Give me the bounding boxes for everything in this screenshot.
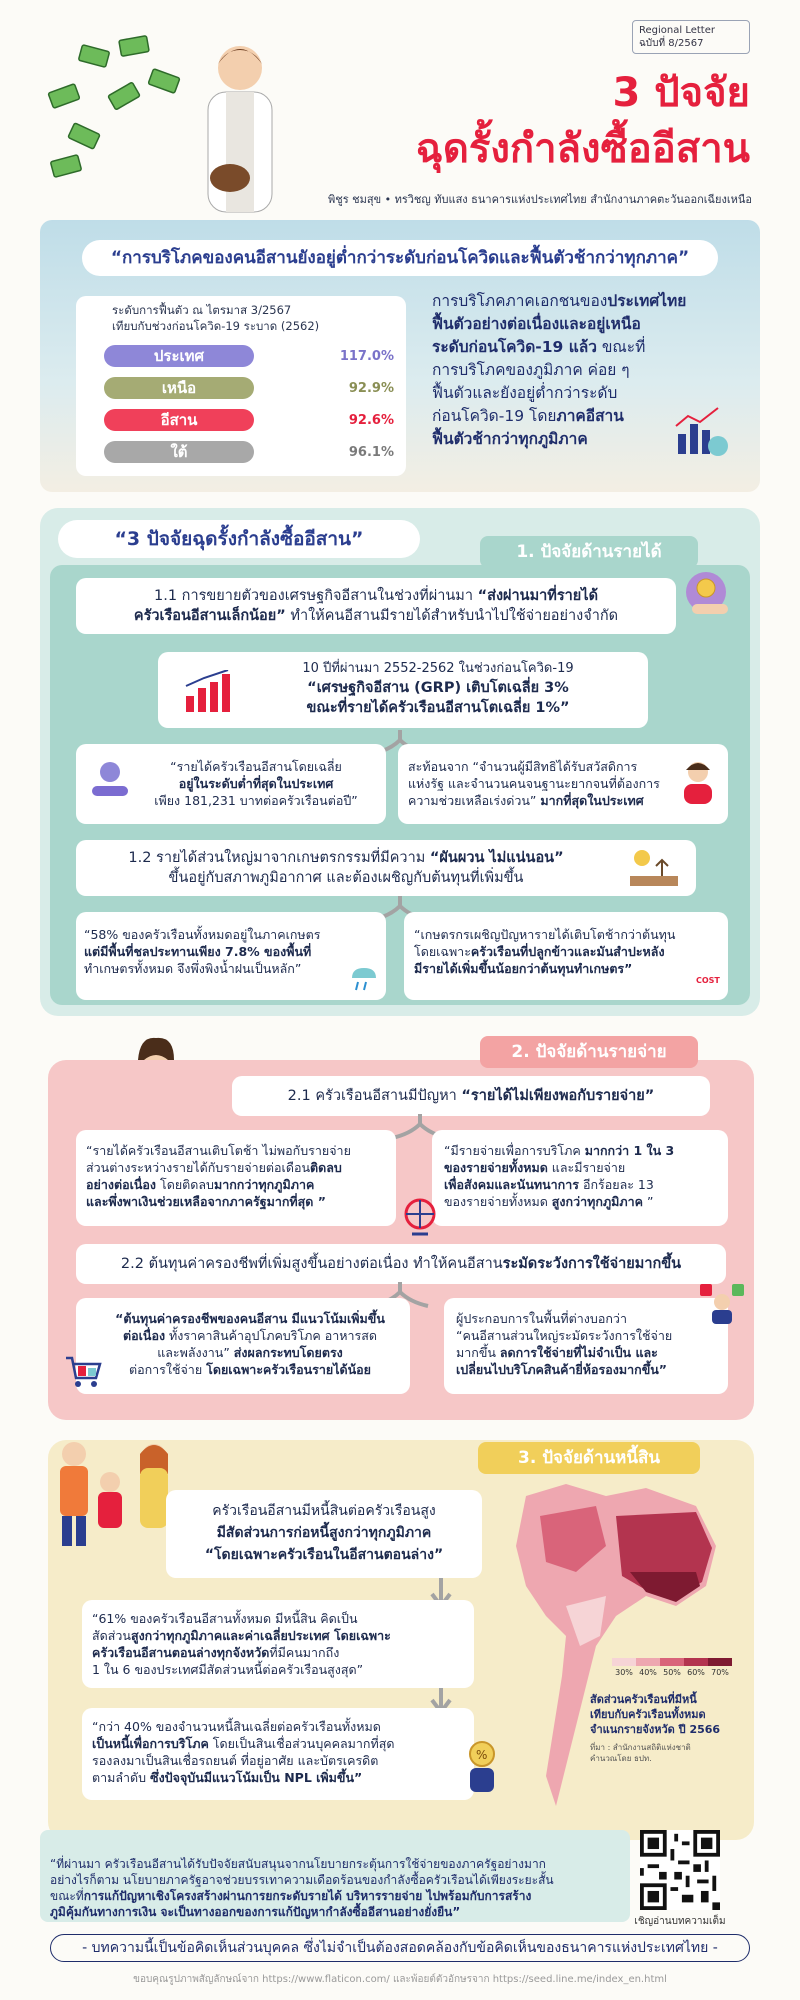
region-value: 92.9% <box>348 380 394 396</box>
expense-point-2-2 <box>76 1244 726 1284</box>
text: ” <box>643 1194 654 1209</box>
letter-issue: ฉบับที่ 8/2567 <box>639 38 704 49</box>
text: “รายได้ครัวเรือนอีสานโดยเฉลี่ย <box>170 759 342 774</box>
highlight: “ส่งผ่านมาที่รายได้ <box>477 588 598 604</box>
text: ทั้งราคาสินค้าอุปโภคบริโภค อาหารสด <box>165 1328 377 1343</box>
legend-swatch <box>612 1658 636 1666</box>
region-recovery-list <box>104 344 394 472</box>
highlight: สูงกว่าทุกภูมิภาคและค่าเฉลี่ยประเทศ โดยเฉพาะ <box>130 1628 391 1643</box>
legend-label: 30% <box>615 1668 633 1677</box>
caption-line: เทียบกับครัวเรือนทั้งหมด <box>590 1708 706 1721</box>
caption-line: จำแนกรายจังหวัด ปี 2566 <box>590 1723 721 1736</box>
text: ตามลำดับ <box>92 1770 151 1785</box>
drought-icon <box>626 846 682 890</box>
chart-analysis-icon <box>672 404 732 460</box>
stats-title-line1: ระดับการฟื้นตัว ณ ไตรมาส 3/2567 <box>112 303 292 317</box>
text: และมีรายจ่าย <box>547 1160 626 1175</box>
region-pill: อีสาน <box>104 409 254 431</box>
highlight: อยู่ในระดับต่ำที่สุดในประเทศ <box>178 776 334 791</box>
page-title-line2: ฉุดรั้งกำลังซื้ออีสาน <box>415 126 750 172</box>
region-row <box>104 376 394 400</box>
text: “61% ของครัวเรือนอีสานทั้งหมด มีหนี้สิน คิดเป็น <box>92 1611 358 1626</box>
desc-highlight: ระดับก่อนโควิด-19 แล้ว <box>432 338 597 356</box>
text: ทำเกษตรทั้งหมด จึงพึ่งพิงน้ำฝนเป็นหลัก” <box>84 961 302 976</box>
text: เพียง 181,231 บาทต่อครัวเรือนต่อปี” <box>154 793 358 808</box>
coin-hand-icon <box>682 568 738 624</box>
conclusion-quote <box>50 1856 630 1920</box>
highlight: มีสัดส่วนการก่อหนี้สูงกว่าทุกภูมิภาค <box>216 1525 432 1541</box>
text: ของรายจ่ายทั้งหมด <box>444 1194 552 1209</box>
qr-code[interactable] <box>640 1830 720 1910</box>
legend-swatch <box>684 1658 708 1666</box>
growth-chart-icon <box>184 670 234 714</box>
highlight: ครัวเรือนอีสานตอนล่างทุกจังหวัด <box>92 1645 270 1660</box>
text: “กว่า 40% ของจำนวนหนี้สินเฉลี่ยต่อครัวเรือนทั้งหมด <box>92 1719 381 1734</box>
region-pill: ประเทศ <box>104 345 254 367</box>
rain-icon <box>348 964 382 996</box>
region-value: 92.6% <box>348 412 394 428</box>
region-row <box>104 344 394 368</box>
thailand-debt-map <box>496 1476 736 1816</box>
grp-stat: “เศรษฐกิจอีสาน (GRP) เติบโตเฉลี่ย 3% <box>307 680 569 696</box>
worried-person-icon <box>678 756 718 806</box>
highlight: มีรายได้เพิ่มขึ้นน้อยกว่าต้นทุนทำเกษตร” <box>414 961 633 976</box>
stats-title-line2: เทียบกับช่วงก่อนโควิด-19 ระบาด (2562) <box>112 319 320 333</box>
tab-expense-factor: 2. ปัจจัยด้านรายจ่าย <box>480 1036 698 1068</box>
debt-summary-card <box>166 1490 482 1578</box>
highlight: เป็นหนี้เพื่อการบริโภค <box>92 1736 209 1751</box>
highlight: ส่งผลกระทบโดยตรง <box>233 1345 343 1360</box>
highlight: ติดลบ <box>310 1160 342 1175</box>
decision-person-icon <box>700 1284 746 1324</box>
income-point-1-1 <box>76 578 676 634</box>
text: โดยเป็นสินเชื่อส่วนบุคคลมากที่สุด <box>208 1736 395 1751</box>
region-pill: ใต้ <box>104 441 254 463</box>
desc-highlight: ฟื้นตัวช้ากว่าทุกภูมิภาค <box>432 430 588 448</box>
text: ทำให้คนอีสานมีรายได้สำหรับนำไปใช้จ่ายอย่างจำกัด <box>285 608 619 624</box>
highlight: “โดยเฉพาะครัวเรือนในอีสานตอนล่าง” <box>204 1547 444 1563</box>
text: สัดส่วน <box>92 1628 131 1643</box>
desc-highlight: ภาคอีสาน <box>556 407 624 425</box>
highlight: และพึ่งพาเงินช่วยเหลือจากภาครัฐมากที่สุด ” <box>86 1194 326 1209</box>
highlight: “ผันผวน ไม่แน่นอน” <box>429 850 564 866</box>
highlight: สูงกว่าทุกภูมิภาค <box>551 1194 644 1209</box>
disclaimer: - บทความนี้เป็นข้อคิดเห็นส่วนบุคคล ซึ่งไม่จำเป็นต้องสอดคล้องกับข้อคิดเห็นของธนาคารแห่งประเทศไทย - <box>50 1934 750 1962</box>
desc-highlight: ฟื้นตัวอย่างต่อเนื่องและอยู่เหนือ <box>432 315 641 333</box>
authors-line: พิชูร ชมสุข • ทรวิชญ ทับแสง ธนาคารแห่งประเทศไทย สำนักงานภาคตะวันออกเฉียงเหนือ <box>328 193 752 206</box>
text: 1 ใน 6 ของประเทศมีสัดส่วนหนี้ต่อครัวเรือนสูงสุด” <box>92 1662 364 1677</box>
living-cost-card <box>76 1298 410 1394</box>
highlight: มากที่สุดในประเทศ <box>540 793 644 808</box>
legend-label: 50% <box>663 1668 681 1677</box>
highlight: ของรายจ่ายทั้งหมด <box>444 1160 548 1175</box>
region-row <box>104 408 394 432</box>
legend-swatch <box>636 1658 660 1666</box>
income-deficit-card <box>76 1130 396 1226</box>
highlight: ครัวเรือนที่ปลูกข้าวและมันสำปะหลัง <box>470 944 665 959</box>
highlight: มากกว่า 1 ใน 3 <box>584 1143 675 1158</box>
text: 2.2 ต้นทุนค่าครองชีพที่เพิ่มสูงขึ้นอย่างต่อเนื่อง ทำให้คนอีสาน <box>120 1256 503 1272</box>
text: “มีรายจ่ายเพื่อการบริโภค <box>444 1143 585 1158</box>
highlight: แต่มีพื้นที่ชลประทานเพียง 7.8% ของพื้นที่ <box>84 944 312 959</box>
expense-point-2-1 <box>232 1076 710 1116</box>
text: “ที่ผ่านมา ครัวเรือนอีสานได้รับปัจจัยสนับสนุนจากนโยบายกระตุ้นการใช้จ่ายของภาครัฐอย่างมาก <box>50 1857 546 1871</box>
text: ครัวเรือนอีสานมีหนี้สินต่อครัวเรือนสูง <box>212 1503 436 1519</box>
money-hand-icon <box>88 758 132 802</box>
highlight: โดยเฉพาะครัวเรือนรายได้น้อย <box>206 1362 372 1377</box>
highlight: การแก้ปัญหาเชิงโครงสร้างผ่านการยกระดับรายได้ บริหารรายจ่าย ไปพร้อมกับการสร้าง <box>83 1889 532 1903</box>
page-title-line1: 3 ปัจจัย <box>612 70 750 116</box>
map-caption <box>590 1692 740 1737</box>
money-worry-illustration <box>40 28 280 218</box>
text: โดยเฉพาะ <box>414 944 471 959</box>
grp-growth-card <box>158 652 648 728</box>
desc-text: ฟื้นตัวและยังอยู่ต่ำกว่าระดับ <box>432 384 618 402</box>
ferris-wheel-icon <box>400 1196 440 1236</box>
source-line: คำนวณโดย ธปท. <box>590 1754 652 1763</box>
text: 2.1 ครัวเรือนอีสานมีปัญหา <box>287 1088 462 1104</box>
consumption-spending-card <box>432 1130 728 1226</box>
desc-highlight: ประเทศไทย <box>607 292 687 310</box>
region-value: 96.1% <box>348 444 394 460</box>
highlight: ครัวเรือนอีสานเล็กน้อย” <box>133 608 286 624</box>
text: ส่วนต่างระหว่างรายได้กับรายจ่ายต่อเดือน <box>86 1160 310 1175</box>
region-pill: เหนือ <box>104 377 254 399</box>
highlight: เพื่อสังคมและนันทนาการ <box>444 1177 579 1192</box>
desc-text: ก่อนโควิด-19 โดย <box>432 407 557 425</box>
text: สะท้อนจาก “จำนวนผู้มีสิทธิได้รับสวัสดิการ <box>408 759 638 774</box>
text: ขึ้นอยู่กับสภาพภูมิอากาศ และต้องเผชิญกับต้นทุนที่เพิ่มขึ้น <box>168 870 524 886</box>
welfare-card <box>398 744 728 824</box>
tab-debt-factor: 3. ปัจจัยด้านหนี้สิน <box>478 1442 700 1474</box>
region-value: 117.0% <box>339 348 394 364</box>
text: “เกษตรกรเผชิญปัญหารายได้เติบโตช้ากว่าต้นทุน <box>414 927 676 942</box>
highlight: ภูมิคุ้มกันทางการเงิน จะเป็นทางออกของการแก้ปัญหากำลังซื้ออีสานอย่างยั่งยืน” <box>50 1905 461 1919</box>
text: ขณะที่ <box>50 1889 84 1903</box>
debt-ratio-card <box>82 1600 474 1688</box>
text: ความช่วยเหลือเร่งด่วน” <box>408 793 541 808</box>
consumer-debt-card <box>82 1708 474 1800</box>
text: อีกร้อยละ 13 <box>578 1177 654 1192</box>
income-stat: ขณะที่รายได้ครัวเรือนอีสานโตเฉลี่ย 1%” <box>306 700 570 716</box>
recovery-stats-title <box>112 302 392 334</box>
tab-income-factor: 1. ปัจจัยด้านรายได้ <box>480 536 698 568</box>
text: ผู้ประกอบการในพื้นที่ต่างบอกว่า <box>456 1311 627 1326</box>
legend-item <box>660 1658 684 1677</box>
source-line: ที่มา : สำนักงานสถิติแห่งชาติ <box>590 1743 691 1752</box>
highlight: ระมัดระวังการใช้จ่ายมากขึ้น <box>502 1256 682 1272</box>
income-point-1-2 <box>76 840 696 896</box>
spending-caution-card <box>444 1298 728 1394</box>
legend-label: 40% <box>639 1668 657 1677</box>
text: “คนอีสานส่วนใหญ่ระมัดระวังการใช้จ่าย <box>456 1328 673 1343</box>
legend-swatch <box>660 1658 684 1666</box>
family-illustration <box>44 1434 184 1554</box>
text: “รายได้ครัวเรือนอีสานเติบโตช้า ไม่พอกับรายจ่าย <box>86 1143 351 1158</box>
legend-item <box>636 1658 660 1677</box>
legend-label: 70% <box>711 1668 729 1677</box>
low-income-card <box>76 744 386 824</box>
overview-banner: “การบริโภคของคนอีสานยังอยู่ต่ำกว่าระดับก่อนโควิดและฟื้นตัวช้ากว่าทุกภาค” <box>82 240 718 276</box>
text: 1.2 รายได้ส่วนใหญ่มาจากเกษตรกรรมที่มีความ <box>128 850 430 866</box>
region-row <box>104 440 394 464</box>
text: “58% ของครัวเรือนทั้งหมดอยู่ในภาคเกษตร <box>84 927 321 942</box>
legend-swatch <box>708 1658 732 1666</box>
text: และพลังงาน” <box>157 1345 234 1360</box>
legend-item <box>708 1658 732 1677</box>
highlight: “รายได้ไม่เพียงพอกับรายจ่าย” <box>461 1088 655 1104</box>
highlight: อย่างต่อเนื่อง <box>86 1177 157 1192</box>
legend-item <box>612 1658 636 1677</box>
map-source <box>590 1742 740 1764</box>
caption-line: สัดส่วนครัวเรือนที่มีหนี้ <box>590 1693 697 1706</box>
irrigation-card <box>76 912 386 1000</box>
cost-icon: COST <box>696 976 720 985</box>
text: โดยติดลบ <box>156 1177 214 1192</box>
text: แห่งรัฐ และจำนวนคนจนฐานะยากจนที่ต้องการ <box>408 776 660 791</box>
text: มากขึ้น <box>456 1345 500 1360</box>
desc-text: การบริโภคของภูมิภาค ค่อย ๆ <box>432 361 630 379</box>
text: ต่อการใช้จ่าย <box>128 1362 207 1377</box>
grp-period: 10 ปีที่ผ่านมา 2552-2562 ในช่วงก่อนโควิด-19 <box>302 661 574 676</box>
qr-caption: เชิญอ่านบทความเต็ม <box>634 1916 726 1927</box>
text: อย่างไรก็ตาม นโยบายภาครัฐอาจช่วยบรรเทาความเดือดร้อนของกำลังซื้อครัวเรือนได้เพียงระยะสั้น <box>50 1873 554 1887</box>
highlight: ซึ่งปัจจุบันมีแนวโน้มเป็น NPL เพิ่มขึ้น” <box>150 1770 363 1785</box>
three-factors-banner: “3 ปัจจัยฉุดรั้งกำลังซื้ออีสาน” <box>58 520 420 558</box>
map-legend <box>612 1658 732 1677</box>
text: รองลงมาเป็นสินเชื่อรถยนต์ ที่อยู่อาศัย และบัตรเครดิต <box>92 1753 379 1768</box>
highlight: มากกว่าทุกภูมิภาค <box>213 1177 315 1192</box>
highlight: เปลี่ยนไปบริโภคสินค้ายี่ห้อรองมากขึ้น” <box>456 1362 668 1377</box>
image-credits: ขอบคุณรูปภาพสัญลักษณ์จาก https://www.flaticon.com/ และพ้อยต์ตัวอักษรจาก https://seed.line.me/index_en.html <box>133 1974 667 1985</box>
text: 1.1 การขยายตัวของเศรษฐกิจอีสานในช่วงที่ผ่านมา <box>154 588 478 604</box>
farm-cost-card <box>404 912 728 1000</box>
highlight: ลดการใช้จ่ายที่ไม่จำเป็น และ <box>499 1345 658 1360</box>
svg-text:%: % <box>476 1748 488 1762</box>
legend-item <box>684 1658 708 1677</box>
text: ที่มีคนมากถึง <box>269 1645 340 1660</box>
highlight: “ต้นทุนค่าครองชีพของคนอีสาน มีแนวโน้มเพิ่มขึ้น <box>115 1311 385 1326</box>
desc-text: การบริโภคภาคเอกชนของ <box>432 292 608 310</box>
letter-series: Regional Letter <box>639 25 715 36</box>
highlight: ต่อเนื่อง <box>123 1328 166 1343</box>
desc-text: ขณะที่ <box>596 338 646 356</box>
legend-label: 60% <box>687 1668 705 1677</box>
regional-letter-badge <box>632 20 750 54</box>
shopping-cart-icon <box>64 1354 104 1390</box>
